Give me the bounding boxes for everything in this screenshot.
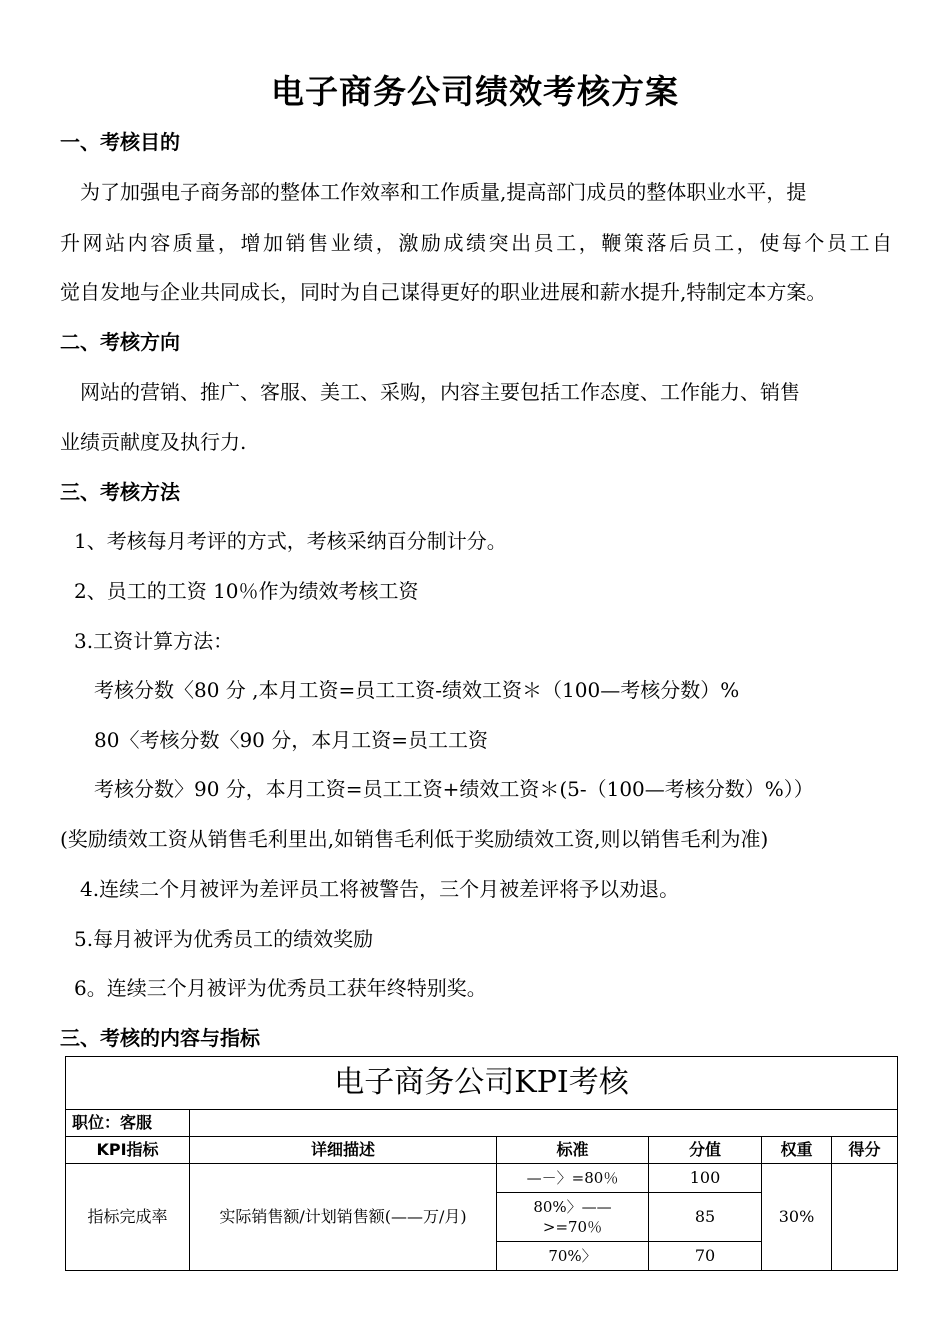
header-result: 得分	[832, 1137, 898, 1164]
section-heading-content: 三、考核的内容与指标	[60, 1026, 260, 1050]
paragraph-line: 网站的营销、推广、客服、美工、采购，内容主要包括工作态度、工作能力、销售	[80, 380, 800, 404]
kpi-table	[65, 1056, 898, 1271]
header-score: 分值	[649, 1137, 762, 1164]
formula-line: 考核分数〉90 分，本月工资=员工工资+绩效工资＊(5-（100—考核分数）%））	[94, 777, 814, 801]
paragraph-line: 升网站内容质量，增加销售业绩，激励成绩突出员工，鞭策落后员工，使每个员工自	[60, 231, 892, 255]
paragraph-line: 业绩贡献度及执行力.	[60, 430, 247, 454]
method-item: 4.连续二个月被评为差评员工将被警告，三个月被差评将予以劝退。	[80, 877, 680, 901]
method-item: 5.每月被评为优秀员工的绩效奖励	[74, 927, 374, 951]
kpi-indicator-cell: 指标完成率	[66, 1164, 190, 1271]
score-cell: 100	[649, 1164, 762, 1193]
paragraph-line: 为了加强电子商务部的整体工作效率和工作质量,提高部门成员的整体职业水平，提	[80, 180, 807, 204]
section-heading-direction: 二、考核方向	[60, 330, 180, 354]
header-description: 详细描述	[190, 1137, 497, 1164]
method-item: 3.工资计算方法：	[74, 629, 234, 653]
formula-line: 考核分数〈80 分 ,本月工资=员工工资-绩效工资＊（100—考核分数）%	[94, 678, 740, 702]
score-cell: 85	[649, 1193, 762, 1242]
weight-cell: 30%	[762, 1164, 832, 1271]
kpi-table-title: 电子商务公司KPI考核	[66, 1057, 898, 1110]
method-item: 1、考核每月考评的方式，考核采纳百分制计分。	[74, 529, 507, 553]
kpi-description-cell: 实际销售额/计划销售额(——万/月)	[190, 1164, 497, 1271]
standard-cell: —－〉=80％	[497, 1164, 649, 1193]
score-cell: 70	[649, 1242, 762, 1271]
formula-line: 80〈考核分数〈90 分，本月工资=员工工资	[94, 728, 489, 752]
position-label: 职位：客服	[66, 1110, 190, 1137]
method-item: 6。连续三个月被评为优秀员工获年终特别奖。	[74, 976, 487, 1000]
section-heading-method: 三、考核方法	[60, 480, 180, 504]
result-cell	[832, 1164, 898, 1271]
standard-cell: 70%〉	[497, 1242, 649, 1271]
section-heading-purpose: 一、考核目的	[60, 130, 180, 154]
position-value-cell	[190, 1110, 898, 1137]
method-item: 2、员工的工资 10％作为绩效考核工资	[74, 579, 419, 603]
header-weight: 权重	[762, 1137, 832, 1164]
header-standard: 标准	[497, 1137, 649, 1164]
document-title: 电子商务公司绩效考核方案	[271, 72, 679, 111]
note-line: (奖励绩效工资从销售毛利里出,如销售毛利低于奖励绩效工资,则以销售毛利为准)	[60, 827, 769, 851]
header-kpi: KPI指标	[66, 1137, 190, 1164]
standard-cell: 80%〉——>=70％	[497, 1193, 649, 1242]
paragraph-line: 觉自发地与企业共同成长，同时为自己谋得更好的职业进展和薪水提升,特制定本方案。	[60, 280, 827, 304]
